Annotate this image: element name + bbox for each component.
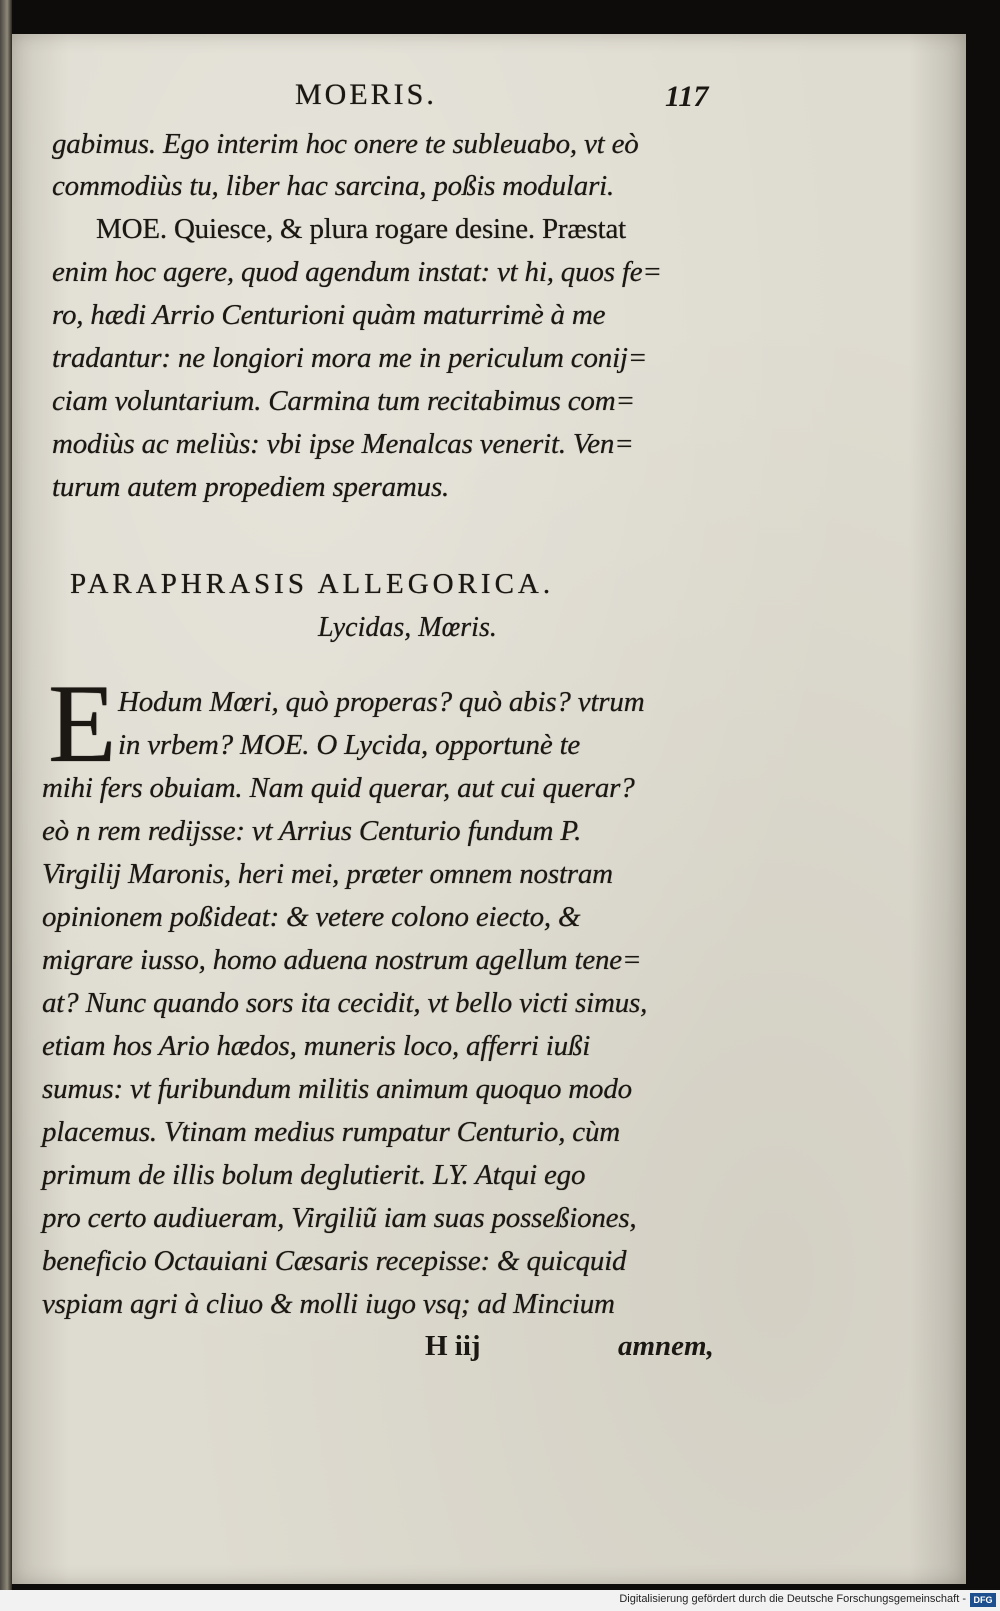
- text-line: opinionem poßideat: & vetere colono eiecto, &: [42, 901, 581, 933]
- text-line: sumus: vt furibundum militis animum quoquo modo: [42, 1073, 632, 1105]
- drop-cap-initial: E: [48, 662, 117, 786]
- text-line: at? Nunc quando sors ita cecidit, vt bello victi simus,: [42, 987, 648, 1019]
- text-line: ro, hædi Arrio Centurioni quàm maturrimè à me: [52, 299, 606, 331]
- text-line: gabimus. Ego interim hoc onere te subleuabo, vt eò: [52, 128, 639, 160]
- text-line: eò n rem redijsse: vt Arrius Centurio fundum P.: [42, 815, 582, 847]
- signature-mark: H iij: [425, 1330, 481, 1362]
- credit-text: Digitalisierung gefördert durch die Deutsche Forschungsgemeinschaft -: [619, 1593, 966, 1605]
- text-line: etiam hos Ario hædos, muneris loco, afferri iußi: [42, 1030, 591, 1062]
- dfg-logo: DFG: [970, 1593, 996, 1607]
- text-line: placemus. Vtinam medius rumpatur Centurio, cùm: [42, 1116, 621, 1148]
- text-line: MOE. Quiesce, & plura rogare desine. Præstat: [96, 213, 626, 245]
- text-line: modiùs ac meliùs: vbi ipse Menalcas venerit. Ven=: [52, 428, 634, 460]
- section-subtitle: Lycidas, Mœris.: [318, 612, 497, 643]
- text-line: turum autem propediem speramus.: [52, 471, 450, 503]
- text-line: pro certo audiueram, Virgiliũ iam suas posseßiones,: [42, 1202, 637, 1234]
- text-line: Hodum Mœri, quò properas? quò abis? vtrum: [118, 686, 645, 718]
- text-line: vspiam agri à cliuo & molli iugo vsq; ad Mincium: [42, 1288, 615, 1320]
- digitization-credit-bar: [0, 1590, 1000, 1611]
- text-line: primum de illis bolum deglutierit. LY. Atqui ego: [42, 1159, 586, 1191]
- page-number: 117: [665, 80, 709, 113]
- text-line: commodiùs tu, liber hac sarcina, poßis modulari.: [52, 170, 615, 202]
- text-line: mihi fers obuiam. Nam quid querar, aut cui querar?: [42, 772, 635, 804]
- catchword: amnem,: [618, 1330, 714, 1362]
- text-line: ciam voluntarium. Carmina tum recitabimus com=: [52, 385, 635, 417]
- text-line: enim hoc agere, quod agendum instat: vt hi, quos fe=: [52, 256, 662, 288]
- section-title: PARAPHRASIS ALLEGORICA.: [70, 568, 555, 600]
- text-line: migrare iusso, homo aduena nostrum agellum tene=: [42, 944, 642, 976]
- text-line: in vrbem? MOE. O Lycida, opportunè te: [118, 729, 581, 761]
- running-head: MOERIS.: [295, 78, 437, 111]
- text-line: beneficio Octauiani Cæsaris recepisse: & quicquid: [42, 1245, 627, 1277]
- text-line: tradantur: ne longiori mora me in periculum conij=: [52, 342, 648, 374]
- book-spine-edge: [0, 0, 12, 1590]
- text-line: Virgilij Maronis, heri mei, præter omnem nostram: [42, 858, 613, 890]
